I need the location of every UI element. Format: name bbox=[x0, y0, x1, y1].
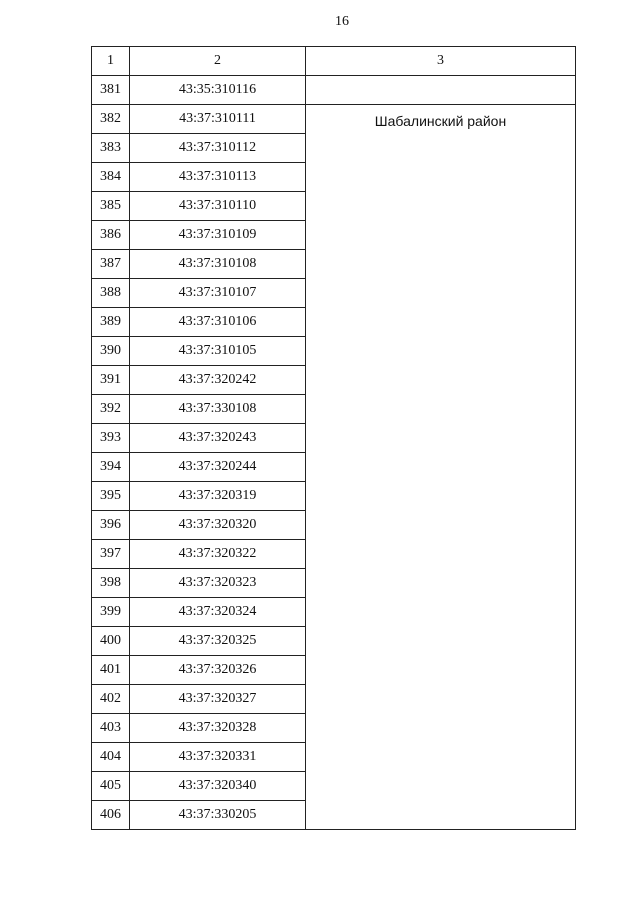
cadastral-code: 43:37:310106 bbox=[130, 308, 306, 337]
cadastral-code: 43:37:310108 bbox=[130, 250, 306, 279]
cadastral-code: 43:37:320325 bbox=[130, 627, 306, 656]
cadastral-code: 43:37:320324 bbox=[130, 598, 306, 627]
cadastral-code: 43:37:320320 bbox=[130, 511, 306, 540]
row-number: 388 bbox=[92, 279, 130, 308]
row-number: 383 bbox=[92, 134, 130, 163]
cadastral-code: 43:37:330108 bbox=[130, 395, 306, 424]
row-number: 392 bbox=[92, 395, 130, 424]
row-number: 389 bbox=[92, 308, 130, 337]
row-number: 398 bbox=[92, 569, 130, 598]
row-number: 395 bbox=[92, 482, 130, 511]
cadastral-code: 43:37:320327 bbox=[130, 685, 306, 714]
table-body bbox=[92, 76, 576, 830]
header-row bbox=[92, 47, 576, 76]
header-col-2: 2 bbox=[130, 47, 306, 76]
row-number: 402 bbox=[92, 685, 130, 714]
header-col-1: 1 bbox=[92, 47, 130, 76]
cadastral-code: 43:37:310109 bbox=[130, 221, 306, 250]
row-number: 403 bbox=[92, 714, 130, 743]
row-number: 393 bbox=[92, 424, 130, 453]
cadastral-table bbox=[91, 46, 576, 830]
table-row bbox=[92, 105, 576, 134]
cadastral-code: 43:37:320326 bbox=[130, 656, 306, 685]
district-cell-empty bbox=[306, 76, 576, 105]
cadastral-code: 43:37:320319 bbox=[130, 482, 306, 511]
cadastral-code: 43:37:320328 bbox=[130, 714, 306, 743]
row-number: 405 bbox=[92, 772, 130, 801]
row-number: 394 bbox=[92, 453, 130, 482]
cadastral-code: 43:37:320322 bbox=[130, 540, 306, 569]
cadastral-code: 43:37:320340 bbox=[130, 772, 306, 801]
row-number: 401 bbox=[92, 656, 130, 685]
header-col-3: 3 bbox=[306, 47, 576, 76]
cadastral-code: 43:37:320244 bbox=[130, 453, 306, 482]
row-number: 400 bbox=[92, 627, 130, 656]
row-number: 381 bbox=[92, 76, 130, 105]
cadastral-code: 43:37:320323 bbox=[130, 569, 306, 598]
cadastral-code: 43:37:330205 bbox=[130, 801, 306, 830]
row-number: 396 bbox=[92, 511, 130, 540]
cadastral-code: 43:37:310105 bbox=[130, 337, 306, 366]
row-number: 387 bbox=[92, 250, 130, 279]
cadastral-code: 43:37:310112 bbox=[130, 134, 306, 163]
cadastral-code: 43:37:310111 bbox=[130, 105, 306, 134]
cadastral-code: 43:37:310107 bbox=[130, 279, 306, 308]
row-number: 397 bbox=[92, 540, 130, 569]
row-number: 385 bbox=[92, 192, 130, 221]
row-number: 384 bbox=[92, 163, 130, 192]
row-number: 390 bbox=[92, 337, 130, 366]
cadastral-code: 43:37:310113 bbox=[130, 163, 306, 192]
table-row bbox=[92, 76, 576, 105]
row-number: 399 bbox=[92, 598, 130, 627]
row-number: 386 bbox=[92, 221, 130, 250]
cadastral-code: 43:37:310110 bbox=[130, 192, 306, 221]
cadastral-code: 43:37:320243 bbox=[130, 424, 306, 453]
cadastral-code: 43:37:320331 bbox=[130, 743, 306, 772]
district-name: Шабалинский район bbox=[306, 105, 576, 830]
page-number: 16 bbox=[335, 14, 349, 29]
cadastral-code: 43:37:320242 bbox=[130, 366, 306, 395]
row-number: 406 bbox=[92, 801, 130, 830]
row-number: 391 bbox=[92, 366, 130, 395]
row-number: 404 bbox=[92, 743, 130, 772]
cadastral-code: 43:35:310116 bbox=[130, 76, 306, 105]
row-number: 382 bbox=[92, 105, 130, 134]
